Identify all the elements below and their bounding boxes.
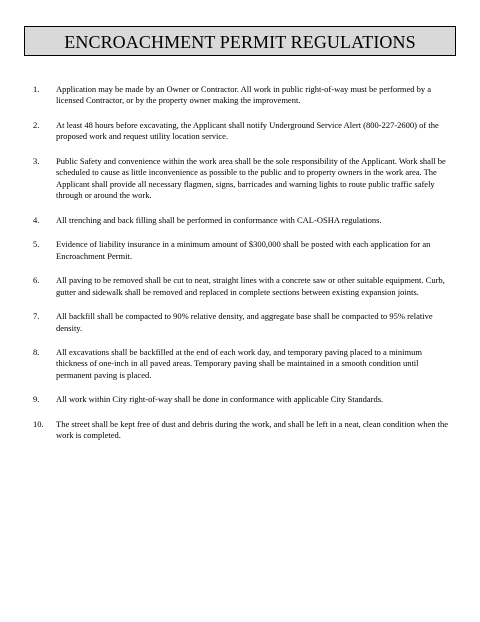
regulation-number: 8. (33, 347, 40, 358)
regulation-text: All paving to be removed shall be cut to neat, straight lines with a concrete saw or other suitable equipment. Curb, gutter and sidewalk shall be removed and replaced in complete sections between existing expansion joints. (56, 275, 445, 297)
list-item (33, 394, 453, 405)
regulation-text: At least 48 hours before excavating, the Applicant shall notify Underground Service Alert (800-227-2600) of the proposed work and request utility location service. (56, 119, 439, 142)
regulation-number: 1. (33, 84, 40, 94)
regulation-text: All backfill shall be compacted to 90% relative density, and aggregate base shall be compacted to 95% relative density. (56, 311, 433, 333)
list-item (33, 275, 453, 298)
regulations-list (33, 84, 453, 455)
regulation-number: 7. (33, 311, 40, 322)
regulation-number: 3. (33, 155, 40, 166)
regulation-number: 6. (33, 275, 40, 286)
regulation-text: All work within City right-of-way shall be done in conformance with applicable City Standards. (56, 394, 384, 405)
list-item (33, 215, 453, 226)
list-item (33, 239, 453, 262)
page-title: ENCROACHMENT PERMIT REGULATIONS (64, 31, 416, 52)
regulation-number: 5. (33, 239, 40, 250)
list-item (33, 120, 453, 143)
list-item (33, 84, 453, 107)
regulation-text: Application may be made by an Owner or Contractor. All work in public right-of-way must be performed by a licensed Contractor, or by the property owner making the improvement. (56, 84, 432, 106)
regulation-text: Public Safety and convenience within the work area shall be the sole responsibility of the Applicant. Work shall be scheduled to cause as little inconvenience as possible to the public and to property owners in the work area. The Applicant shall provide all necessary flagmen, signs, barricades and warning lights to route public traffic safely through or around the work. (56, 155, 446, 200)
regulation-number: 2. (33, 119, 40, 130)
title-banner (24, 26, 456, 56)
regulation-number: 9. (33, 394, 40, 405)
regulation-text: Evidence of liability insurance in a minimum amount of $300,000 shall be posted with each application for an Encroachment Permit. (56, 239, 431, 261)
regulation-number: 10. (33, 419, 44, 430)
list-item (33, 156, 453, 201)
list-item (33, 419, 453, 442)
list-item (33, 347, 453, 381)
regulation-number: 4. (33, 214, 40, 225)
regulation-text: The street shall be kept free of dust and debris during the work, and shall be left in a neat, clean condition when the work is completed. (56, 419, 449, 441)
list-item (33, 311, 453, 334)
regulation-text: All trenching and back filling shall be performed in conformance with CAL-OSHA regulations. (56, 214, 382, 225)
regulation-text: All excavations shall be backfilled at the end of each work day, and temporary paving placed to a minimum thickness of one-inch in all paved areas. Temporary paving shall be maintained in a smooth condition until permanent paving is placed. (56, 347, 423, 380)
